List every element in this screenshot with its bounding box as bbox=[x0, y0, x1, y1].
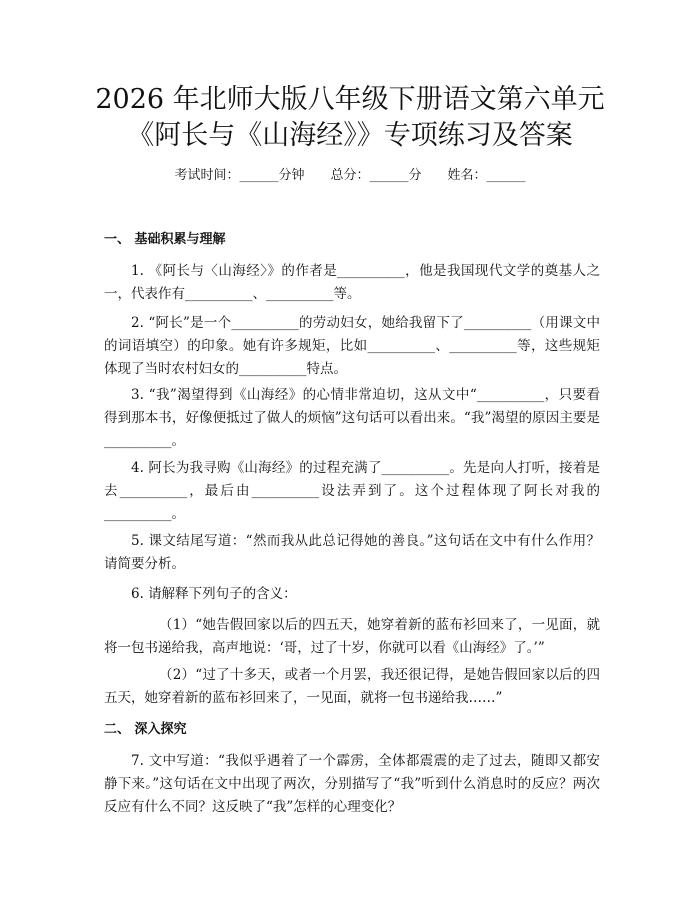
exam-time: 考试时间：______分钟 bbox=[174, 168, 305, 183]
section-heading-2: 二、 深入探究 bbox=[104, 722, 187, 737]
sub-item-1: （1）“她告假回家以后的四五天，她穿着新的蓝布衫回来了，一见面，就将一包书递给我，高声地说：‘哥，过了十岁，你就可以看《山海经》了。’” bbox=[104, 617, 600, 656]
question-1: 1. 《阿长与〈山海经〉》的作者是__________，他是我国现代文学的奠基人之一，代表作有__________、__________等。 bbox=[104, 263, 600, 302]
total-score: 总分：______分 bbox=[330, 168, 422, 183]
question-3: 3. “我”渴望得到《山海经》的心情非常迫切，这从文中“__________，只要看得到那本书，好像便抵过了做人的烦恼”这句话可以看出来。“我”渴望的原因主要是__________。 bbox=[104, 387, 600, 449]
question-6: 6. 请解释下列句子的含义： bbox=[131, 586, 297, 602]
question-2: 2. “阿长”是一个__________的劳动妇女，她给我留下了__________（用课文中的词语填空）的印象。她有许多规矩，比如__________、__________等，这些规矩体现了当时农村妇女的__________特点。 bbox=[104, 315, 600, 377]
question-5: 5. 课文结尾写道：“然而我从此总记得她的善良。”这句话在文中有什么作用？请简要分析。 bbox=[104, 533, 600, 572]
question-4: 4. 阿长为我寻购《山海经》的过程充满了__________。先是向人打听，接着是去__________，最后由__________设法弄到了。这个过程体现了阿长对我的__________。 bbox=[104, 460, 600, 522]
exam-info bbox=[0, 166, 700, 186]
section-heading-1: 一、 基础积累与理解 bbox=[104, 232, 226, 247]
title-line-1: 2026 年北师大版八年级下册语文第六单元 bbox=[95, 84, 605, 115]
student-name: 姓名：______ bbox=[447, 168, 526, 183]
title-line-2: 《阿长与《山海经》》专项练习及答案 bbox=[127, 120, 573, 151]
question-7: 7. 文中写道：“我似乎遇着了一个霹雳，全体都震震的走了过去，随即又都安静下来。”这句话在文中出现了两次，分别描写了“我”听到什么消息时的反应？两次反应有什么不同？这反映了“我”怎样的心理变化？ bbox=[104, 753, 600, 815]
sub-item-2: （2）“过了十多天，或者一个月罢，我还很记得，是她告假回家以后的四五天，她穿着新的蓝布衫回来了，一见面，就将一包书递给我……” bbox=[104, 667, 600, 706]
